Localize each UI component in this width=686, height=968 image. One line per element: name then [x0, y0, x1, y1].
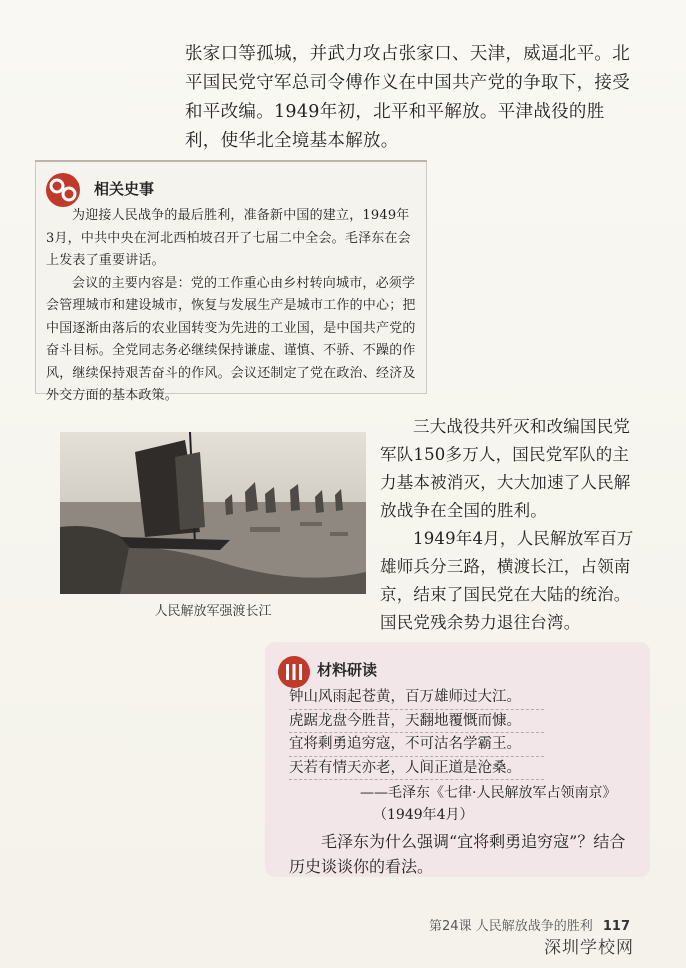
intro-paragraph: 张家口等孤城，并武力攻占张家口、天津，威逼北平。北平国民党守军总司令傅作义在中国共产党的争取下，接受和平改编。1949年初，北平和平解放。平津战役的胜利，使华北全境基本解放。: [185, 44, 630, 151]
page-footer: [429, 915, 630, 934]
material-study-icon: [277, 655, 311, 689]
discussion-question: 毛泽东为什么强调“宜将剩勇追穷寇”？结合历史谈谈你的看法。: [289, 832, 626, 876]
related-history-title: 相关史事: [94, 180, 155, 198]
poem-line: 钟山风雨起苍黄，百万雄师过大江。: [289, 686, 544, 710]
body-paragraph-2: 1949年4月，人民解放军百万雄师兵分三路，横渡长江，占领南京，结束了国民党在大陆的统治。国民党残余势力退往台湾。: [380, 529, 634, 632]
related-history-body: [46, 205, 416, 408]
box-top-rule: [35, 160, 427, 162]
poem-author: ——毛泽东《七律·人民解放军占领南京》: [360, 785, 617, 801]
related-paragraph-1: 为迎接人民战争的最后胜利，准备新中国的建立，1949年3月，中共中央在河北西柏坡召开了七届二中全会。毛泽东在会上发表了重要讲话。: [46, 208, 411, 268]
material-study-title: 材料研读: [317, 661, 378, 679]
sailboats-illustration: [60, 432, 366, 594]
poem-line: 虎踞龙盘今胜昔，天翻地覆慨而慷。: [289, 710, 544, 734]
related-history-icon: [44, 171, 82, 209]
poem: [289, 686, 544, 780]
page-number: 117: [602, 919, 630, 934]
related-paragraph-2: 会议的主要内容是：党的工作重心由乡村转向城市，必须学会管理城市和建设城市，恢复与发展生产是城市工作的中心；把中国逐渐由落后的农业国转变为先进的工业国，是中国共产党的奋斗目标。全党同志务必继续保持谦虚、谨慎、不骄、不躁的作风，继续保持艰苦奋斗的作风。会议还制定了党在政治、经济及外交方面的基本政策。: [46, 275, 416, 403]
lesson-title: 第24课 人民解放战争的胜利: [429, 919, 593, 934]
poem-line: 天若有情天亦老，人间正道是沧桑。: [289, 757, 544, 781]
river-crossing-photo: [60, 432, 366, 594]
body-paragraph-1: 三大战役共歼灭和改编国民党军队150多万人，国民党军队的主力基本被消灭，大大加速了人民解放战争在全国的胜利。: [380, 417, 631, 520]
poem-line: 宜将剩勇追穷寇，不可沽名学霸王。: [289, 733, 544, 757]
material-study-box: [265, 642, 650, 877]
poem-date: （1949年4月）: [373, 807, 474, 823]
poem-attribution: [360, 782, 616, 826]
watermark: 深圳学校网: [544, 938, 634, 958]
related-history-box: [35, 160, 427, 403]
main-body-text: [380, 413, 638, 637]
photo-caption: 人民解放军强渡长江: [154, 604, 272, 619]
